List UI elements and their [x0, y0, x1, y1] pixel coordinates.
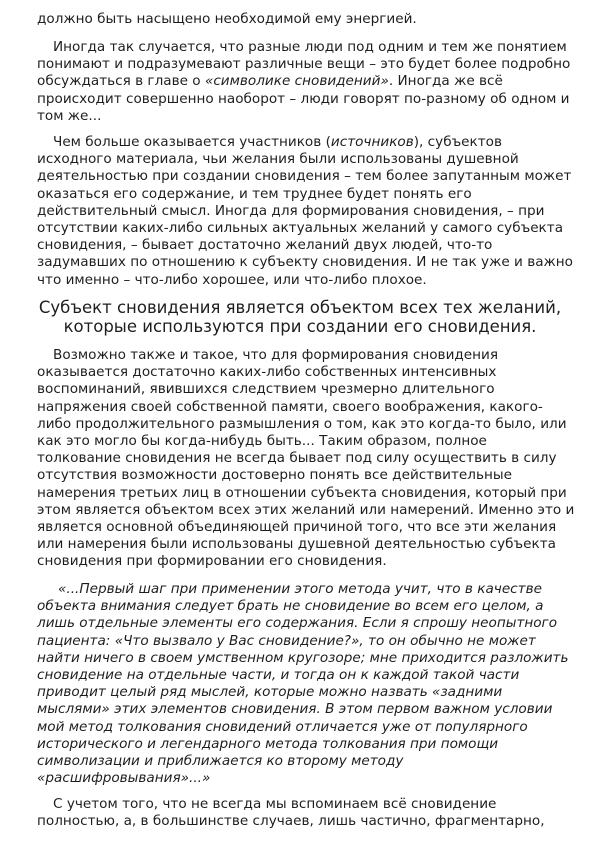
text-line: толкование сновидения не всегда бывает под силу осуществить в силу	[37, 450, 557, 467]
text-line: этом является объектом всех этих желаний или намерений. Именно это и	[37, 501, 575, 518]
text-line: задумавших по отношению к субъекту сновидения. И не так уже и важно	[37, 254, 573, 271]
text-fragment: обсуждаться в главе о	[37, 73, 205, 90]
text-line: «расшифровывания»...»	[37, 770, 211, 787]
text-line: оказаться его содержание, и тем труднее будет понять его	[37, 185, 472, 202]
text-line: происходит совершенно наоборот – люди говорят по-разному об одном и	[37, 90, 570, 107]
text-line: приводит целый ряд мыслей, которые можно назвать «задними	[37, 684, 503, 701]
paragraph-different-meanings	[37, 39, 593, 125]
text-line: действительный смысл. Иногда для формирования сновидения, – при	[37, 202, 545, 219]
text-line: найти ничего в своем умственном кругозоре; мне приходится разложить	[37, 649, 569, 666]
text-line: оказывается достаточно каких-либо собственных интенсивных	[37, 364, 497, 381]
block-quote	[37, 581, 593, 787]
paragraph-continuation	[37, 11, 593, 28]
text-line: воспоминаний, явившихся следствием чрезмерно длительного	[37, 381, 495, 398]
text-line: Возможно также и такое, что для формирования сновидения	[53, 347, 499, 363]
section-heading	[0, 298, 600, 337]
text-line: деятельностью при создании сновидения – тем более запутанным может	[37, 168, 572, 185]
text-fragment: Чем больше оказывается участников (	[53, 134, 331, 150]
text-line: напряжения своей собственной памяти, своего воображения, какого-	[37, 398, 543, 415]
text-line: либо продолжительного размышления о том, как это когда-то было, или	[37, 415, 567, 432]
text-line: которые используются при создании его сновидения.	[63, 317, 537, 337]
text-line: символизации и приближается ко второму методу	[37, 752, 404, 769]
text-line: «...Первый шаг при применении этого метода учит, что в качестве	[58, 581, 542, 597]
emphasis-text: источников	[330, 134, 414, 150]
text-line: исторического и легендарного метода толкования при помощи	[37, 735, 499, 752]
text-line: отсутствии каких-либо сильных актуальных желаний у самого субъекта	[37, 219, 564, 236]
text-line: что именно – что-либо хорошее, или что-либо плохое.	[37, 271, 427, 288]
text-line: сновидение на отдельные части, и тогда он к каждой такой части	[37, 666, 520, 683]
text-fragment: ), субъектов	[413, 134, 503, 150]
text-line: отсутствия возможности достоверно понять все действительные	[37, 467, 512, 484]
text-line: должно быть насыщено необходимой ему энергией.	[37, 11, 417, 27]
paragraph-participants	[37, 134, 593, 289]
text-line	[37, 73, 593, 90]
text-line: Иногда так случается, что разные люди под одним и тем же понятием	[53, 39, 567, 55]
text-line	[37, 134, 593, 151]
text-line: является основной объединяющей причиной того, что все эти желания	[37, 518, 557, 535]
text-line: С учетом того, что не всегда мы вспоминаем всё сновидение	[53, 796, 497, 812]
text-line: сновидения при формировании его сновидения.	[37, 553, 387, 570]
text-line: полностью, а, в большинстве случаев, лишь частично, фрагментарно,	[37, 813, 545, 830]
text-line: исходного материала, чьи желания были использованы душевной	[37, 151, 519, 168]
text-line: лишь отдельные элементы его содержания. Если я спрошу неопытного	[37, 615, 558, 632]
text-line: или намерения были использованы душевной деятельностью субъекта	[37, 536, 556, 553]
text-line: сновидения, – бывает достаточно желаний двух людей, что-то	[37, 237, 493, 254]
paragraph-partial-recall	[37, 796, 593, 830]
text-line: мой метод толкования сновидений отличается уже от популярного	[37, 718, 528, 735]
text-line: как это могло бы когда-нибудь быть... Таким образом, полное	[37, 432, 487, 449]
text-line: том же...	[37, 107, 102, 124]
text-line: объекта внимания следует брать не сновидение во всем его целом, а	[37, 598, 544, 615]
text-line: понимают и подразумевают различные вещи – это будет более подробно	[37, 56, 571, 73]
paragraph-own-memories	[37, 347, 593, 570]
text-line: Субъект сновидения является объектом всех тех желаний,	[38, 298, 562, 317]
text-fragment: . Иногда же всё	[388, 73, 503, 90]
text-line: пациента: «Что вызвало у Вас сновидение?», то он обычно не может	[37, 632, 536, 649]
text-line: намерения третьих лиц в отношении субъекта сновидения, который при	[37, 484, 567, 501]
emphasis-text: «символике сновидений»	[204, 73, 389, 90]
text-line: мыслями» этих элементов сновидения. В этом первом важном условии	[37, 701, 553, 718]
